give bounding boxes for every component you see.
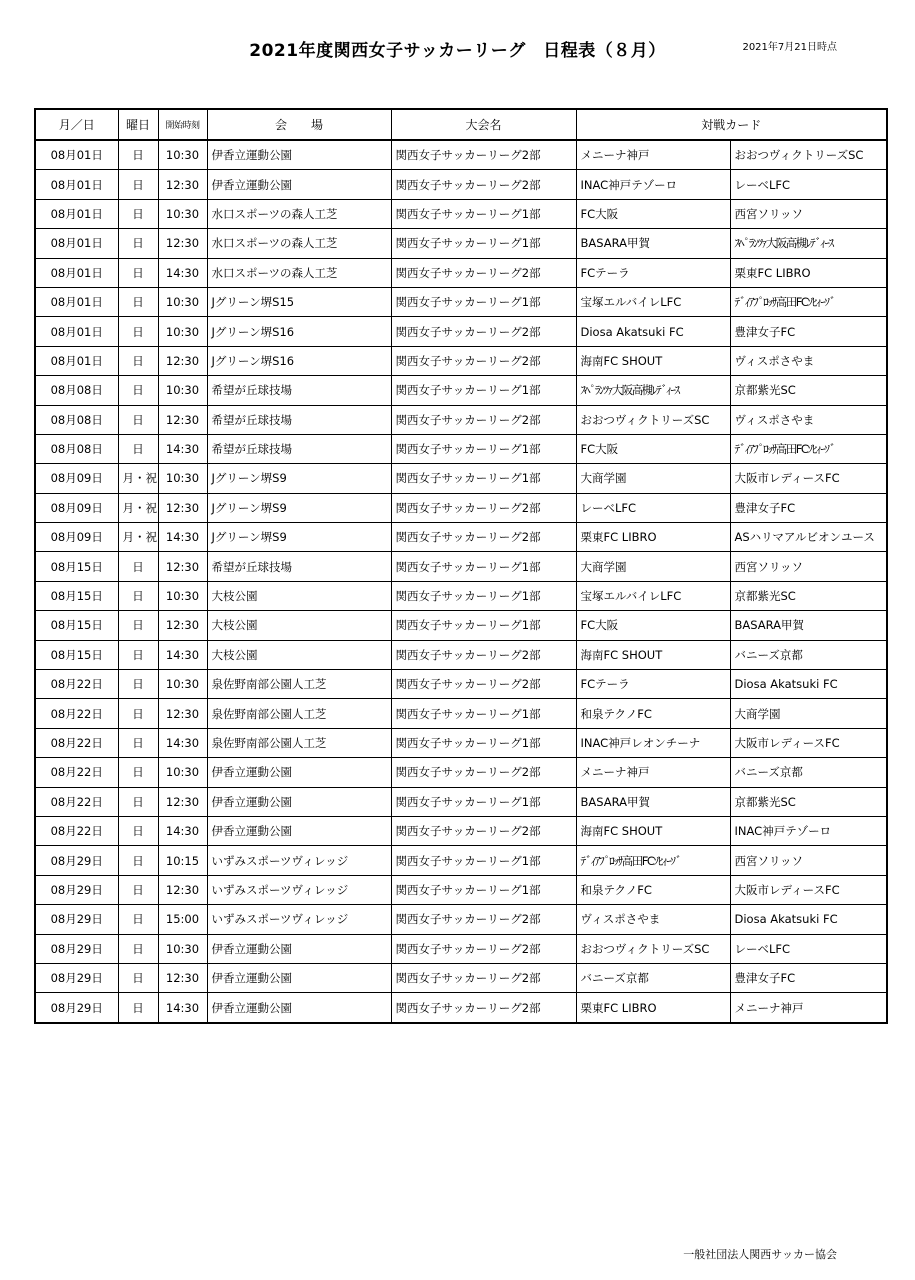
- dow-cell: 日: [118, 434, 158, 463]
- dow-cell: 日: [118, 405, 158, 434]
- venue-cell: 伊香立運動公園: [207, 993, 391, 1023]
- venue-cell: いずみスポーツヴィレッジ: [207, 875, 391, 904]
- dow-cell: 日: [118, 581, 158, 610]
- venue-cell: 伊香立運動公園: [207, 140, 391, 170]
- dow-cell: 月・祝: [118, 523, 158, 552]
- venue-cell: 泉佐野南部公園人工芝: [207, 699, 391, 728]
- away-team-cell: メニーナ神戸: [730, 993, 887, 1023]
- venue-cell: 伊香立運動公園: [207, 816, 391, 845]
- date-cell: 08月01日: [35, 287, 118, 316]
- dow-cell: 日: [118, 670, 158, 699]
- dow-cell: 日: [118, 640, 158, 669]
- home-team-cell: メニーナ神戸: [576, 758, 730, 787]
- venue-cell: Jグリーン堺S15: [207, 287, 391, 316]
- date-cell: 08月29日: [35, 934, 118, 963]
- home-team-cell: FC大阪: [576, 434, 730, 463]
- date-cell: 08月08日: [35, 376, 118, 405]
- time-cell: 12:30: [158, 346, 207, 375]
- away-team-cell: バニーズ京都: [730, 758, 887, 787]
- dow-cell: 日: [118, 963, 158, 992]
- tournament-cell: 関西女子サッカーリーグ2部: [391, 493, 576, 522]
- dow-cell: 日: [118, 376, 158, 405]
- home-team-cell: 海南FC SHOUT: [576, 640, 730, 669]
- tournament-cell: 関西女子サッカーリーグ2部: [391, 170, 576, 199]
- away-team-cell: 京都紫光SC: [730, 376, 887, 405]
- tournament-cell: 関西女子サッカーリーグ2部: [391, 670, 576, 699]
- time-cell: 14:30: [158, 728, 207, 757]
- table-row: [35, 434, 887, 463]
- table-row: [35, 846, 887, 875]
- table-row: [35, 140, 887, 170]
- home-team-cell: 大商学園: [576, 464, 730, 493]
- date-cell: 08月01日: [35, 346, 118, 375]
- col-header-match: 対戦カード: [576, 109, 887, 140]
- venue-cell: 伊香立運動公園: [207, 170, 391, 199]
- dow-cell: 日: [118, 346, 158, 375]
- home-team-cell: バニーズ京都: [576, 963, 730, 992]
- date-cell: 08月08日: [35, 434, 118, 463]
- tournament-cell: 関西女子サッカーリーグ2部: [391, 963, 576, 992]
- venue-cell: Jグリーン堺S16: [207, 346, 391, 375]
- dow-cell: 日: [118, 258, 158, 287]
- table-row: [35, 934, 887, 963]
- dow-cell: 日: [118, 846, 158, 875]
- away-team-cell: レーベLFC: [730, 170, 887, 199]
- table-header-row: [35, 109, 887, 140]
- home-team-cell: 海南FC SHOUT: [576, 816, 730, 845]
- table-row: [35, 758, 887, 787]
- tournament-cell: 関西女子サッカーリーグ1部: [391, 846, 576, 875]
- time-cell: 14:30: [158, 993, 207, 1023]
- date-cell: 08月22日: [35, 787, 118, 816]
- away-team-cell: ヴィスポさやま: [730, 346, 887, 375]
- col-header-venue: 会 場: [207, 109, 391, 140]
- dow-cell: 日: [118, 758, 158, 787]
- date-cell: 08月29日: [35, 993, 118, 1023]
- venue-cell: いずみスポーツヴィレッジ: [207, 905, 391, 934]
- col-header-dow: 曜日: [118, 109, 158, 140]
- home-team-cell: 海南FC SHOUT: [576, 346, 730, 375]
- venue-cell: 希望が丘球技場: [207, 434, 391, 463]
- venue-cell: 伊香立運動公園: [207, 934, 391, 963]
- home-team-cell: おおつヴィクトリーズSC: [576, 405, 730, 434]
- date-cell: 08月01日: [35, 140, 118, 170]
- home-team-cell: Diosa Akatsuki FC: [576, 317, 730, 346]
- tournament-cell: 関西女子サッカーリーグ2部: [391, 405, 576, 434]
- dow-cell: 日: [118, 552, 158, 581]
- time-cell: 10:30: [158, 464, 207, 493]
- home-team-cell: BASARA甲賀: [576, 229, 730, 258]
- tournament-cell: 関西女子サッカーリーグ1部: [391, 552, 576, 581]
- tournament-cell: 関西女子サッカーリーグ1部: [391, 464, 576, 493]
- home-team-cell: 宝塚エルバイレLFC: [576, 581, 730, 610]
- time-cell: 12:30: [158, 875, 207, 904]
- table-row: [35, 787, 887, 816]
- table-row: [35, 816, 887, 845]
- time-cell: 12:30: [158, 552, 207, 581]
- time-cell: 10:30: [158, 758, 207, 787]
- venue-cell: 泉佐野南部公園人工芝: [207, 670, 391, 699]
- venue-cell: いずみスポーツヴィレッジ: [207, 846, 391, 875]
- date-cell: 08月01日: [35, 199, 118, 228]
- date-cell: 08月15日: [35, 640, 118, 669]
- tournament-cell: 関西女子サッカーリーグ2部: [391, 640, 576, 669]
- away-team-cell: INAC神戸テゾーロ: [730, 816, 887, 845]
- home-team-cell: FCテーラ: [576, 258, 730, 287]
- time-cell: 10:30: [158, 934, 207, 963]
- home-team-cell: 栗東FC LIBRO: [576, 523, 730, 552]
- tournament-cell: 関西女子サッカーリーグ1部: [391, 611, 576, 640]
- dow-cell: 日: [118, 699, 158, 728]
- away-team-cell: 京都紫光SC: [730, 787, 887, 816]
- dow-cell: 日: [118, 728, 158, 757]
- venue-cell: 大枝公園: [207, 611, 391, 640]
- page-title: 2021年度関西女子サッカーリーグ 日程表（８月）: [249, 41, 666, 61]
- tournament-cell: 関西女子サッカーリーグ2部: [391, 346, 576, 375]
- home-team-cell: INAC神戸テゾーロ: [576, 170, 730, 199]
- dow-cell: 日: [118, 229, 158, 258]
- dow-cell: 日: [118, 199, 158, 228]
- table-row: [35, 552, 887, 581]
- table-row: [35, 875, 887, 904]
- tournament-cell: 関西女子サッカーリーグ1部: [391, 728, 576, 757]
- tournament-cell: 関西女子サッカーリーグ1部: [391, 787, 576, 816]
- time-cell: 10:30: [158, 376, 207, 405]
- home-team-cell: FC大阪: [576, 611, 730, 640]
- table-row: [35, 493, 887, 522]
- dow-cell: 日: [118, 875, 158, 904]
- away-team-cell: 豊津女子FC: [730, 493, 887, 522]
- date-cell: 08月22日: [35, 699, 118, 728]
- tournament-cell: 関西女子サッカーリーグ2部: [391, 758, 576, 787]
- tournament-cell: 関西女子サッカーリーグ1部: [391, 376, 576, 405]
- venue-cell: 希望が丘球技場: [207, 376, 391, 405]
- home-team-cell: ヴィスポさやま: [576, 905, 730, 934]
- dow-cell: 日: [118, 140, 158, 170]
- time-cell: 10:30: [158, 670, 207, 699]
- time-cell: 12:30: [158, 699, 207, 728]
- dow-cell: 日: [118, 317, 158, 346]
- venue-cell: Jグリーン堺S16: [207, 317, 391, 346]
- date-cell: 08月22日: [35, 816, 118, 845]
- home-team-cell: INAC神戸レオンチーナ: [576, 728, 730, 757]
- tournament-cell: 関西女子サッカーリーグ1部: [391, 287, 576, 316]
- table-row: [35, 258, 887, 287]
- table-row: [35, 229, 887, 258]
- date-cell: 08月09日: [35, 523, 118, 552]
- time-cell: 10:30: [158, 581, 207, 610]
- venue-cell: 伊香立運動公園: [207, 787, 391, 816]
- table-row: [35, 464, 887, 493]
- home-team-cell: FCテーラ: [576, 670, 730, 699]
- away-team-cell: ヴィスポさやま: [730, 405, 887, 434]
- tournament-cell: 関西女子サッカーリーグ1部: [391, 875, 576, 904]
- tournament-cell: 関西女子サッカーリーグ1部: [391, 699, 576, 728]
- away-team-cell: おおつヴィクトリーズSC: [730, 140, 887, 170]
- away-team-cell: バニーズ京都: [730, 640, 887, 669]
- time-cell: 10:30: [158, 287, 207, 316]
- col-header-time: 開始時刻: [158, 109, 207, 140]
- away-team-cell: レーベLFC: [730, 934, 887, 963]
- date-cell: 08月22日: [35, 728, 118, 757]
- table-row: [35, 199, 887, 228]
- home-team-cell: レーベLFC: [576, 493, 730, 522]
- date-cell: 08月22日: [35, 758, 118, 787]
- dow-cell: 日: [118, 816, 158, 845]
- time-cell: 12:30: [158, 493, 207, 522]
- venue-cell: 大枝公園: [207, 640, 391, 669]
- home-team-cell: 和泉テクノFC: [576, 875, 730, 904]
- tournament-cell: 関西女子サッカーリーグ2部: [391, 140, 576, 170]
- time-cell: 14:30: [158, 523, 207, 552]
- time-cell: 12:30: [158, 229, 207, 258]
- tournament-cell: 関西女子サッカーリーグ2部: [391, 993, 576, 1023]
- away-team-cell: 京都紫光SC: [730, 581, 887, 610]
- away-team-cell: 大阪市レディースFC: [730, 728, 887, 757]
- time-cell: 12:30: [158, 963, 207, 992]
- table-row: [35, 611, 887, 640]
- time-cell: 14:30: [158, 258, 207, 287]
- tournament-cell: 関西女子サッカーリーグ2部: [391, 934, 576, 963]
- table-row: [35, 993, 887, 1023]
- dow-cell: 日: [118, 787, 158, 816]
- schedule-table: [34, 108, 888, 1024]
- footer-organization: 一般社団法人関西サッカー協会: [683, 1248, 837, 1261]
- away-team-cell: 西宮ソリッソ: [730, 552, 887, 581]
- venue-cell: 水口スポーツの森人工芝: [207, 229, 391, 258]
- tournament-cell: 関西女子サッカーリーグ2部: [391, 317, 576, 346]
- dow-cell: 日: [118, 611, 158, 640]
- home-team-cell: 宝塚エルバイレLFC: [576, 287, 730, 316]
- time-cell: 14:30: [158, 816, 207, 845]
- away-team-cell: 豊津女子FC: [730, 963, 887, 992]
- venue-cell: Jグリーン堺S9: [207, 493, 391, 522]
- schedule-body: [35, 140, 887, 1023]
- table-row: [35, 523, 887, 552]
- away-team-cell: 豊津女子FC: [730, 317, 887, 346]
- venue-cell: Jグリーン堺S9: [207, 523, 391, 552]
- date-cell: 08月15日: [35, 552, 118, 581]
- table-row: [35, 170, 887, 199]
- away-team-cell: ｽﾍﾟﾗﾝﾂｧ大阪高槻ﾚﾃﾞｨｰｽ: [730, 229, 887, 258]
- dow-cell: 日: [118, 993, 158, 1023]
- dow-cell: 月・祝: [118, 464, 158, 493]
- table-row: [35, 670, 887, 699]
- time-cell: 10:30: [158, 199, 207, 228]
- tournament-cell: 関西女子サッカーリーグ2部: [391, 905, 576, 934]
- table-row: [35, 640, 887, 669]
- venue-cell: 希望が丘球技場: [207, 552, 391, 581]
- time-cell: 14:30: [158, 640, 207, 669]
- table-row: [35, 405, 887, 434]
- home-team-cell: ｽﾍﾟﾗﾝﾂｧ大阪高槻ﾚﾃﾞｨｰｽ: [576, 376, 730, 405]
- col-header-date: 月／日: [35, 109, 118, 140]
- home-team-cell: 栗東FC LIBRO: [576, 993, 730, 1023]
- tournament-cell: 関西女子サッカーリーグ1部: [391, 581, 576, 610]
- tournament-cell: 関西女子サッカーリーグ2部: [391, 816, 576, 845]
- away-team-cell: Diosa Akatsuki FC: [730, 670, 887, 699]
- venue-cell: 水口スポーツの森人工芝: [207, 199, 391, 228]
- date-cell: 08月15日: [35, 611, 118, 640]
- away-team-cell: ﾃﾞｨｱﾌﾟﾛｯｻ高田FCｿﾋｨｰｿﾞ: [730, 287, 887, 316]
- venue-cell: 伊香立運動公園: [207, 758, 391, 787]
- time-cell: 10:30: [158, 140, 207, 170]
- table-row: [35, 728, 887, 757]
- home-team-cell: おおつヴィクトリーズSC: [576, 934, 730, 963]
- venue-cell: 水口スポーツの森人工芝: [207, 258, 391, 287]
- time-cell: 15:00: [158, 905, 207, 934]
- table-row: [35, 346, 887, 375]
- col-header-tournament: 大会名: [391, 109, 576, 140]
- dow-cell: 月・祝: [118, 493, 158, 522]
- table-row: [35, 905, 887, 934]
- date-cell: 08月08日: [35, 405, 118, 434]
- table-row: [35, 581, 887, 610]
- dow-cell: 日: [118, 934, 158, 963]
- date-cell: 08月01日: [35, 170, 118, 199]
- home-team-cell: 大商学園: [576, 552, 730, 581]
- date-cell: 08月22日: [35, 670, 118, 699]
- date-cell: 08月29日: [35, 875, 118, 904]
- time-cell: 12:30: [158, 405, 207, 434]
- away-team-cell: BASARA甲賀: [730, 611, 887, 640]
- away-team-cell: 大阪市レディースFC: [730, 875, 887, 904]
- date-cell: 08月01日: [35, 317, 118, 346]
- time-cell: 10:15: [158, 846, 207, 875]
- table-row: [35, 376, 887, 405]
- date-cell: 08月09日: [35, 464, 118, 493]
- as-of-date: 2021年7月21日時点: [742, 42, 837, 53]
- date-cell: 08月15日: [35, 581, 118, 610]
- venue-cell: 希望が丘球技場: [207, 405, 391, 434]
- tournament-cell: 関西女子サッカーリーグ2部: [391, 258, 576, 287]
- date-cell: 08月29日: [35, 846, 118, 875]
- dow-cell: 日: [118, 905, 158, 934]
- home-team-cell: BASARA甲賀: [576, 787, 730, 816]
- away-team-cell: 大阪市レディースFC: [730, 464, 887, 493]
- time-cell: 10:30: [158, 317, 207, 346]
- away-team-cell: ASハリマアルビオンユース: [730, 523, 887, 552]
- home-team-cell: 和泉テクノFC: [576, 699, 730, 728]
- date-cell: 08月29日: [35, 963, 118, 992]
- table-row: [35, 317, 887, 346]
- date-cell: 08月01日: [35, 229, 118, 258]
- time-cell: 14:30: [158, 434, 207, 463]
- away-team-cell: 西宮ソリッソ: [730, 846, 887, 875]
- venue-cell: 泉佐野南部公園人工芝: [207, 728, 391, 757]
- date-cell: 08月09日: [35, 493, 118, 522]
- date-cell: 08月29日: [35, 905, 118, 934]
- table-row: [35, 287, 887, 316]
- table-row: [35, 963, 887, 992]
- dow-cell: 日: [118, 170, 158, 199]
- dow-cell: 日: [118, 287, 158, 316]
- time-cell: 12:30: [158, 170, 207, 199]
- away-team-cell: 西宮ソリッソ: [730, 199, 887, 228]
- tournament-cell: 関西女子サッカーリーグ1部: [391, 434, 576, 463]
- tournament-cell: 関西女子サッカーリーグ1部: [391, 229, 576, 258]
- home-team-cell: ﾃﾞｨｱﾌﾟﾛｯｻ高田FCｿﾋｨｰｿﾞ: [576, 846, 730, 875]
- table-row: [35, 699, 887, 728]
- tournament-cell: 関西女子サッカーリーグ1部: [391, 199, 576, 228]
- away-team-cell: 栗東FC LIBRO: [730, 258, 887, 287]
- tournament-cell: 関西女子サッカーリーグ2部: [391, 523, 576, 552]
- away-team-cell: Diosa Akatsuki FC: [730, 905, 887, 934]
- home-team-cell: FC大阪: [576, 199, 730, 228]
- venue-cell: Jグリーン堺S9: [207, 464, 391, 493]
- away-team-cell: 大商学園: [730, 699, 887, 728]
- venue-cell: 伊香立運動公園: [207, 963, 391, 992]
- venue-cell: 大枝公園: [207, 581, 391, 610]
- time-cell: 12:30: [158, 787, 207, 816]
- time-cell: 12:30: [158, 611, 207, 640]
- home-team-cell: メニーナ神戸: [576, 140, 730, 170]
- date-cell: 08月01日: [35, 258, 118, 287]
- away-team-cell: ﾃﾞｨｱﾌﾟﾛｯｻ高田FCｿﾋｨｰｿﾞ: [730, 434, 887, 463]
